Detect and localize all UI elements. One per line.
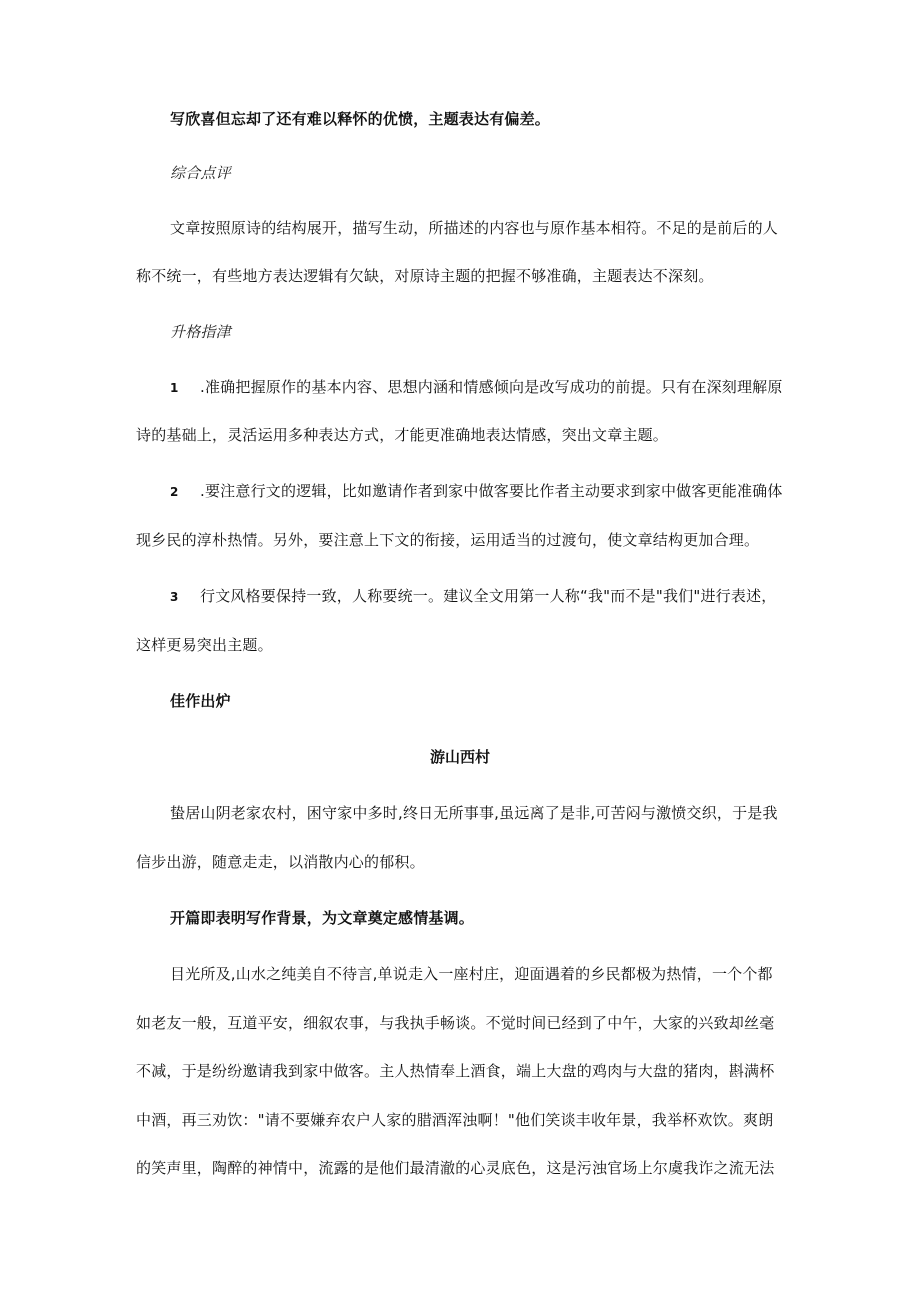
tip-2-line-1 (170, 481, 783, 502)
essay-title: 游山西村 (429, 748, 490, 766)
essay-comment: 开篇即表明写作背景，为文章奠定感情基调。 (170, 909, 475, 927)
essay-para1-line-2: 信步出游，随意走走，以消散内心的郁积。 (136, 853, 425, 871)
tip-2-line-2: 现乡民的淳朴热情。另外，要注意上下文的衔接，运用适当的过渡句，使文章结构更加合理。 (136, 531, 760, 549)
tips-heading: 升格指津 (170, 323, 231, 341)
tip-3-text-1: 行文风格要保持一致，人称要统一。建议全文用第一人称“我"而不是"我们"进行表述， (200, 587, 777, 605)
essay-para2-line-1: 目光所及,山水之纯美自不待言,单说走入一座村庄，迎面遇着的乡民都极为热情，一个个都 (170, 965, 773, 983)
tip-3-number: 3 (170, 590, 179, 604)
tip-3-line-1 (170, 586, 776, 607)
tip-2-text-1: .要注意行文的逻辑，比如邀请作者到家中做客要比作者主动要求到家中做客更能准确体 (200, 482, 783, 500)
tip-1-line-1 (170, 377, 783, 398)
tip-1-text-1: .准确把握原作的基本内容、思想内涵和情感倾向是改写成功的前提。只有在深刻理解原 (200, 378, 783, 396)
intro-comment: 写欣喜但忘却了还有难以释怀的优愤，主题表达有偏差。 (170, 110, 551, 128)
essay-para2-line-3: 不减，于是纷纷邀请我到家中做客。主人热情奉上酒食，端上大盘的鸡肉与大盘的猪肉，斟满杯 (136, 1062, 775, 1080)
tip-1-line-2: 诗的基础上，灵活运用多种表达方式，才能更准确地表达情感，突出文章主题。 (136, 426, 669, 444)
review-heading: 综合点评 (170, 164, 231, 182)
tip-1-number: 1 (170, 381, 179, 395)
essay-para2-line-5: 的笑声里，陶醉的神情中，流露的是他们最清澈的心灵底色，这是污浊官场上尔虞我诈之流无法 (136, 1159, 775, 1177)
showcase-heading: 佳作出炉 (170, 692, 231, 710)
tip-3-line-2: 这样更易突出主题。 (136, 636, 273, 654)
tip-2-number: 2 (170, 485, 179, 499)
review-line-2: 称不统一，有些地方表达逻辑有欠缺，对原诗主题的把握不够准确，主题表达不深刻。 (136, 267, 714, 285)
essay-para2-line-4: 中酒，再三劝饮："请不要嫌弃农户人家的腊酒浑浊啊！"他们笑谈丰收年景，我举杯欢饮。爽朗 (136, 1111, 774, 1129)
essay-para2-line-2: 如老友一般，互道平安，细叙农事，与我执手畅谈。不觉时间已经到了中午，大家的兴致却丝毫 (136, 1014, 775, 1032)
review-line-1: 文章按照原诗的结构展开，描写生动，所描述的内容也与原作基本相符。不足的是前后的人 (170, 219, 779, 237)
essay-para1-line-1: 蛰居山阴老家农村，困守家中多时,终日无所事事,虽远离了是非,可苦闷与激愤交织，于是我 (170, 804, 778, 822)
